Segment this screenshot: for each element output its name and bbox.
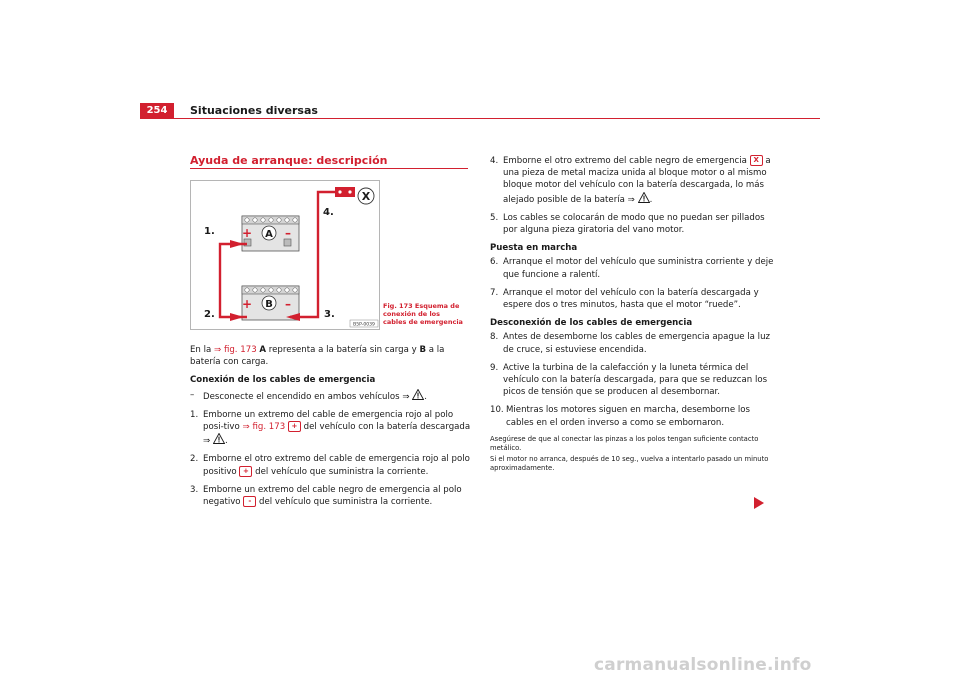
heading-desconexion: Desconexión de los cables de emergencia (490, 318, 693, 329)
label-step-4: 4. (323, 207, 334, 218)
figure-caption: Fig. 173 Esquema de conexión de los cables de emergencia (383, 302, 463, 326)
section-rule (190, 168, 468, 169)
next-page-arrow[interactable] (754, 494, 764, 513)
figure-link[interactable]: ⇒ fig. 173 (242, 422, 286, 433)
label-battery-a: A (265, 229, 273, 240)
label-marker-x: X (361, 190, 371, 203)
list-item: 10. Mientras los motores siguen en marcha, desemborne los cables en el orden inverso a como se embornaron. (490, 405, 751, 428)
list-item: 2. Emborne el otro extremo del cable de emergencia rojo al polo positivo + del vehículo que suministra la corriente. (190, 454, 470, 477)
list-item: – Desconecte el encendido en ambos vehículos ⇒ . (190, 389, 428, 402)
page-number: 254 (140, 103, 174, 118)
svg-text:+: + (241, 226, 253, 240)
figure-code: B5P-0039 (353, 322, 375, 328)
list-item: 3. Emborne un extremo del cable negro de emergencia al polo negativo - del vehículo que suministra la corriente. (190, 484, 462, 508)
list-item: 8. Antes de desemborne los cables de emergencia apague la luz de cruce, si estuviese encendida. (490, 332, 771, 355)
figure-link[interactable]: fig. 173 (223, 345, 257, 355)
list-item: 5. Los cables se colocarán de modo que no puedan ser pillados por alguna pieza giratoria del vano motor. (490, 212, 765, 236)
note: Asegúrese de que al conectar las pinzas a los polos tengan suficiente contacto metálico. (490, 434, 759, 452)
triangle-right-icon (754, 497, 764, 509)
svg-text:+: + (241, 297, 253, 311)
ground-point-badge: X (750, 155, 763, 166)
svg-text:–: – (285, 297, 291, 311)
intro-paragraph: En la ⇒ fig. 173 A representa a la batería sin carga y B a la batería con carga. (190, 345, 445, 368)
list-item: 1. Emborne un extremo del cable de emergencia rojo al polo posi-tivo ⇒ fig. 173 + del vehículo con la batería descargada ⇒ . (190, 409, 471, 447)
list-item: 6. Arranque el motor del vehículo que suministra corriente y deje que funcione a ralentí. (490, 257, 774, 280)
positive-terminal-badge: + (288, 421, 301, 432)
ground-point (335, 187, 355, 197)
svg-text:–: – (285, 226, 291, 240)
warning-icon[interactable] (638, 192, 650, 203)
label-step-3: 3. (324, 309, 335, 320)
notes (490, 435, 775, 473)
header-rule (140, 118, 820, 119)
right-column (490, 155, 775, 475)
positive-terminal-badge: + (239, 466, 252, 477)
list-item: 4. Emborne el otro extremo del cable negro de emergencia X a una pieza de metal maciza unida al bloque motor o al mismo bloque motor del vehículo con la batería descargada, lo más alejado posible de la batería ⇒ . (490, 156, 771, 205)
note: Si el motor no arranca, después de 10 seg., vuelva a intentarlo pasado un minuto aproximadamente. (490, 454, 769, 472)
label-step-1: 1. (204, 226, 215, 237)
negative-terminal-badge: - (243, 496, 256, 507)
left-column (190, 344, 475, 514)
list-item: 9. Active la turbina de la calefacción y la luneta térmica del vehículo con la batería descargada, para que se reduzcan los picos de tensión que se producen al desembornar. (490, 362, 768, 398)
jump-start-diagram (190, 180, 380, 330)
label-step-2: 2. (204, 309, 215, 320)
list-item: 7. Arranque el motor del vehículo con la batería descargada y espere dos o tres minutos, hasta que el motor “ruede”. (490, 287, 759, 311)
figure-173 (190, 180, 380, 330)
watermark: carmanualsonline.info (594, 655, 812, 675)
warning-icon[interactable] (213, 433, 225, 444)
warning-icon[interactable] (412, 389, 424, 400)
heading-puesta: Puesta en marcha (490, 243, 578, 254)
section-title: Ayuda de arranque: descripción (190, 154, 388, 167)
heading-conexion: Conexión de los cables de emergencia (190, 375, 376, 386)
label-battery-b: B (265, 299, 273, 310)
running-title: Situaciones diversas (190, 104, 318, 117)
